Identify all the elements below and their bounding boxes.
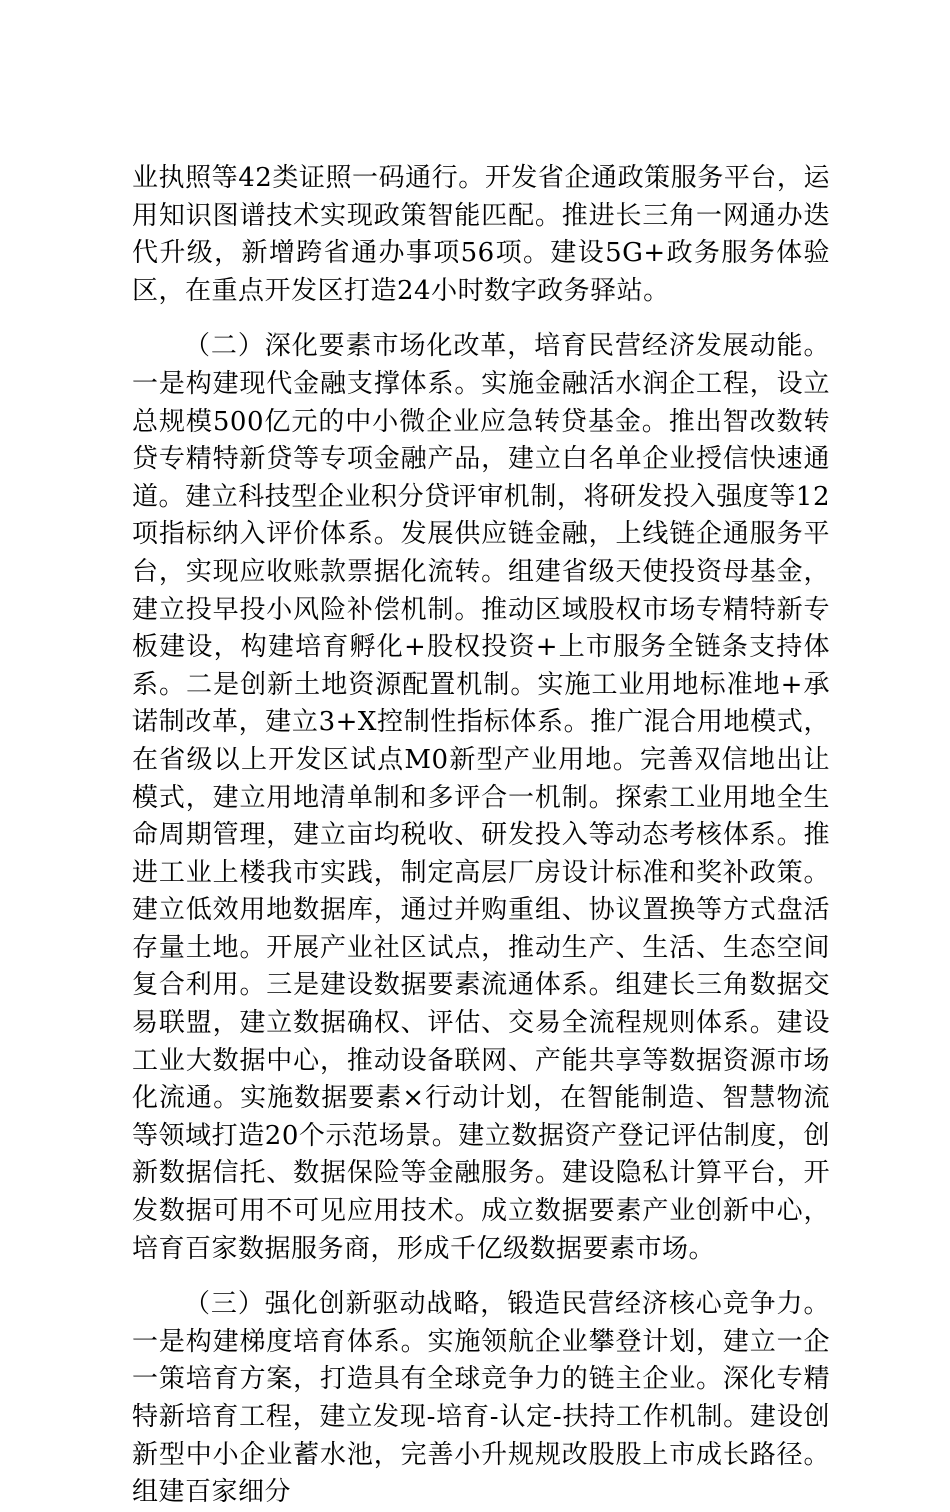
paragraph-continuation: 业执照等42类证照一码通行。开发省企通政策服务平台，运用知识图谱技术实现政策智能匹配。推进长三角一网通办迭代升级，新增跨省通办事项56项。建设5G+政务服务体验区，在重点开发区打造24小时数字政务驿站。: [132, 163, 830, 306]
paragraph-section-three: （三）强化创新驱动战略，锻造民营经济核心竞争力。一是构建梯度培育体系。实施领航企业攀登计划，建立一企一策培育方案，打造具有全球竞争力的链主企业。深化专精特新培育工程，建立发现-培育-认定-扶持工作机制。建设创新型中小企业蓄水池，完善小升规规改股股上市成长路径。组建百家细分: [132, 1289, 830, 1508]
document-body: [132, 160, 830, 1512]
paragraph-section-two: （二）深化要素市场化改革，培育民营经济发展动能。一是构建现代金融支撑体系。实施金融活水润企工程，设立总规模500亿元的中小微企业应急转贷基金。推出智改数转贷专精特新贷等专项金融产品，建立白名单企业授信快速通道。建立科技型企业积分贷评审机制，将研发投入强度等12项指标纳入评价体系。发展供应链金融，上线链企通服务平台，实现应收账款票据化流转。组建省级天使投资母基金，建立投早投小风险补偿机制。推动区域股权市场专精特新专板建设，构建培育孵化+股权投资+上市服务全链条支持体系。二是创新土地资源配置机制。实施工业用地标准地+承诺制改革，建立3+X控制性指标体系。推广混合用地模式，在省级以上开发区试点M0新型产业用地。完善双信地出让模式，建立用地清单制和多评合一机制。探索工业用地全生命周期管理，建立亩均税收、研发投入等动态考核体系。推进工业上楼我市实践，制定高层厂房设计标准和奖补政策。建立低效用地数据库，通过并购重组、协议置换等方式盘活存量土地。开展产业社区试点，推动生产、生活、生态空间复合利用。三是建设数据要素流通体系。组建长三角数据交易联盟，建立数据确权、评估、交易全流程规则体系。建设工业大数据中心，推动设备联网、产能共享等数据资源市场化流通。实施数据要素×行动计划，在智能制造、智慧物流等领域打造20个示范场景。建立数据资产登记评估制度，创新数据信托、数据保险等金融服务。建设隐私计算平台，开发数据可用不可见应用技术。成立数据要素产业创新中心，培育百家数据服务商，形成千亿级数据要素市场。: [132, 331, 830, 1264]
